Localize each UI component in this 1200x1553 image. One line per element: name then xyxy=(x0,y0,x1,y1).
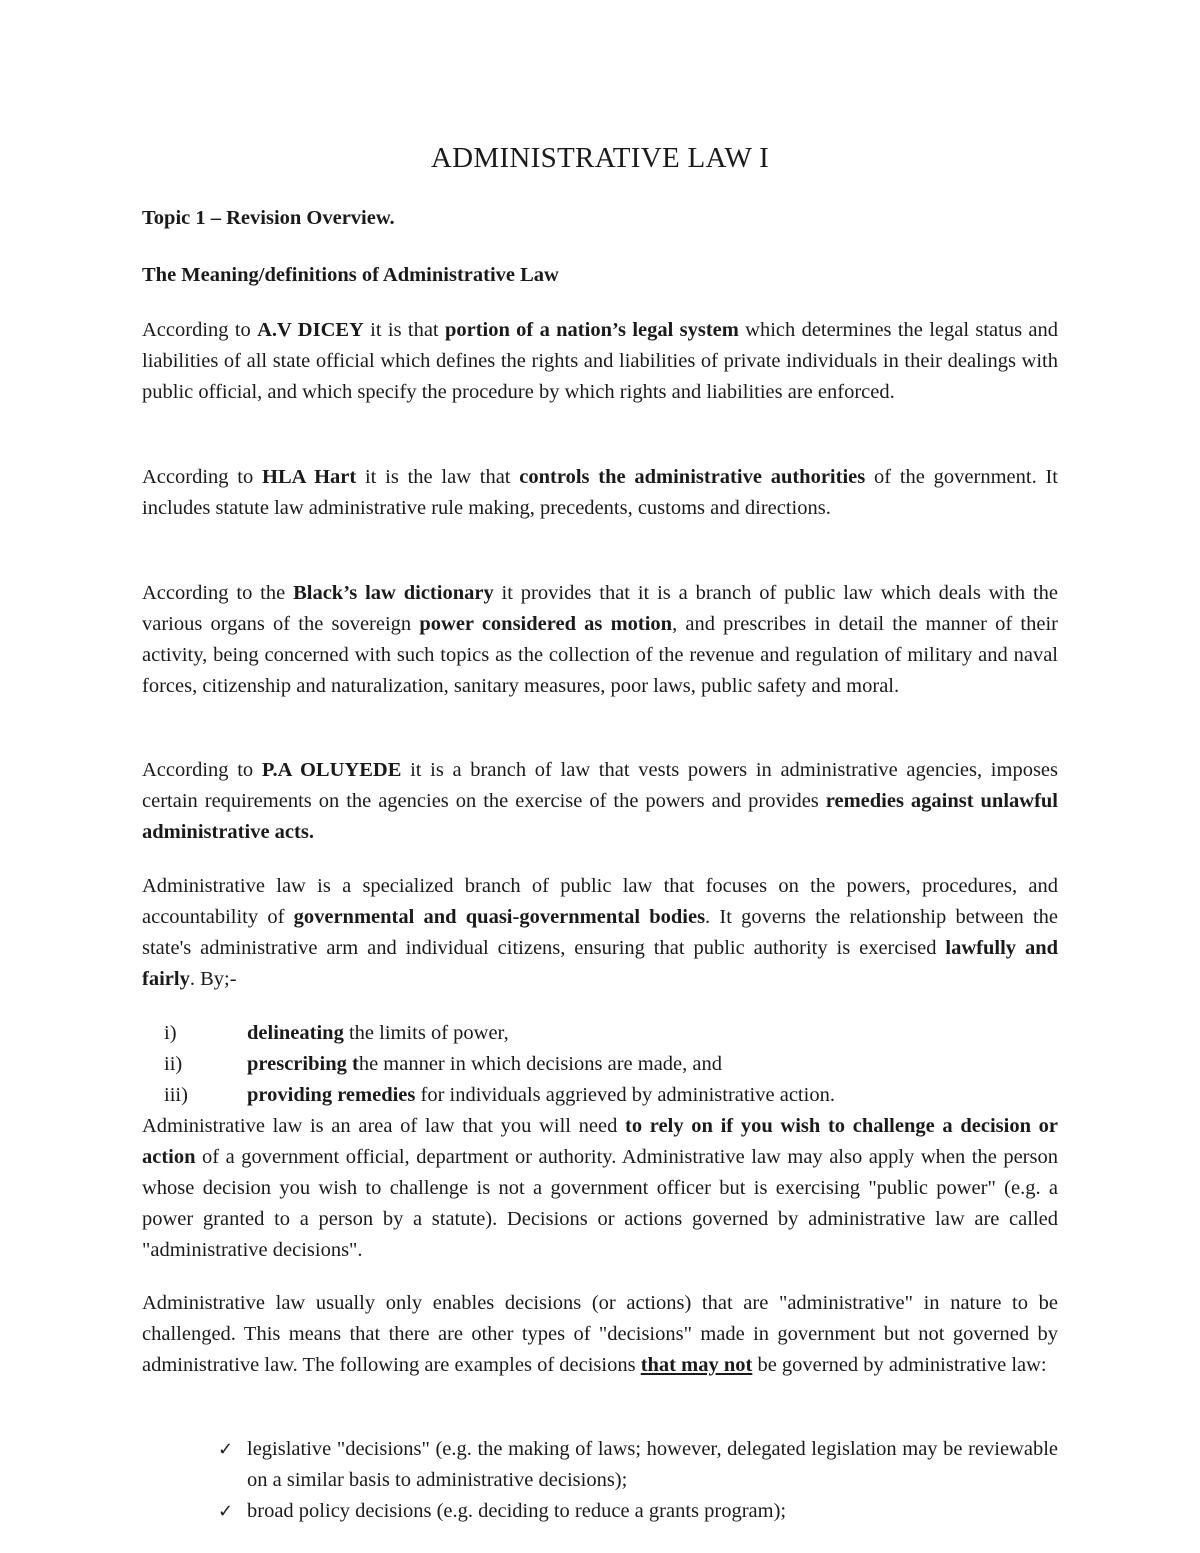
paragraph-hart: According to HLA Hart it is the law that controls the administrative authorities of the government. It includes statute law administrative rule making, precedents, customs and directions. xyxy=(142,466,1058,519)
section-heading: The Meaning/definitions of Administrative Law xyxy=(142,264,559,286)
lawfully-emphasis: lawfully and fairly xyxy=(142,937,1059,990)
list-item: ✓ broad policy decisions (e.g. deciding to reduce a grants program); xyxy=(142,1496,1058,1527)
paragraph-challenge-decision: Administrative law is an area of law that you will need to rely on if you wish to challenge a decision or action of a government official, department or authority. Administrative law may also apply when the person whose decision you wish to challenge is not a government officer but is exercising "public power" (e.g. a power granted to a person by a statute). Decisions or actions governed by administrative law are called "administrative decisions". xyxy=(142,1115,1059,1261)
checkmark-list xyxy=(142,1434,1058,1527)
list-marker: ii) xyxy=(164,1053,183,1075)
list-marker: i) xyxy=(164,1022,177,1044)
list-item: iii) providing remedies for individuals aggrieved by administrative action. xyxy=(142,1080,1058,1111)
bodies-emphasis: governmental and quasi-governmental bodies xyxy=(293,906,706,928)
list-item: i) delineating the limits of power, xyxy=(142,1018,1058,1049)
paragraph-oluyede: According to P.A OLUYEDE it is a branch of law that vests powers in administrative agencies, imposes certain requirements on the agencies on the exercise of the powers and provides remedies against unlawful administrative acts. xyxy=(142,759,1058,843)
topic-heading: Topic 1 – Revision Overview. xyxy=(142,207,395,229)
oluyede-emphasis: remedies against unlawful administrative acts. xyxy=(142,790,1058,843)
roman-numeral-list xyxy=(142,1018,1058,1111)
paragraph-dicey: According to A.V DICEY it is that portion of a nation’s legal system which determines the legal status and liabilities of all state official which defines the rights and liabilities of private individuals in their dealings with public official, and which specify the procedure by which rights and liabilities are enforced. xyxy=(142,319,1058,403)
dicey-name: A.V DICEY xyxy=(257,319,364,341)
paragraph-blacks: According to the Black’s law dictionary it provides that it is a branch of public law which deals with the various organs of the sovereign power considered as motion, and prescribes in detail the manner of their activity, being concerned with such topics as the collection of the revenue and regulation of military and naval forces, citizenship and naturalization, sanitary measures, poor laws, public safety and moral. xyxy=(142,582,1059,697)
checkmark-icon: ✓ xyxy=(218,1501,234,1522)
list-item: ✓ legislative "decisions" (e.g. the making of laws; however, delegated legislation may be reviewable on a similar basis to administrative decisions); xyxy=(142,1434,1058,1496)
paragraph-administrative-nature: Administrative law usually only enables decisions (or actions) that are "administrative" in nature to be challenged. This means that there are other types of "decisions" made in government but not governed by administrative law. The following are examples of decisions that may not be governed by administrative law: xyxy=(142,1292,1058,1376)
paragraph-specialized-branch: Administrative law is a specialized branch of public law that focuses on the powers, procedures, and accountability of governmental and quasi-governmental bodies. It governs the relationship between the state's administrative arm and individual citizens, ensuring that public authority is exercised lawfully and fairly. By;- xyxy=(142,875,1059,990)
document-title: ADMINISTRATIVE LAW I xyxy=(430,142,770,174)
hart-name: HLA Hart xyxy=(262,466,357,488)
may-not-emphasis: that may not xyxy=(640,1354,753,1376)
blacks-emphasis: power considered as motion xyxy=(419,613,673,635)
checkmark-icon: ✓ xyxy=(218,1439,234,1460)
dicey-emphasis: portion of a nation’s legal system xyxy=(444,319,739,341)
list-item: ii) prescribing the manner in which decisions are made, and xyxy=(142,1049,1058,1080)
list-marker: iii) xyxy=(164,1084,188,1106)
oluyede-name: P.A OLUYEDE xyxy=(261,759,402,781)
hart-emphasis: controls the administrative authorities xyxy=(519,466,866,488)
blacks-name: Black’s law dictionary xyxy=(293,582,494,604)
challenge-emphasis: to rely on if you wish to challenge a decision or action xyxy=(142,1115,1059,1168)
